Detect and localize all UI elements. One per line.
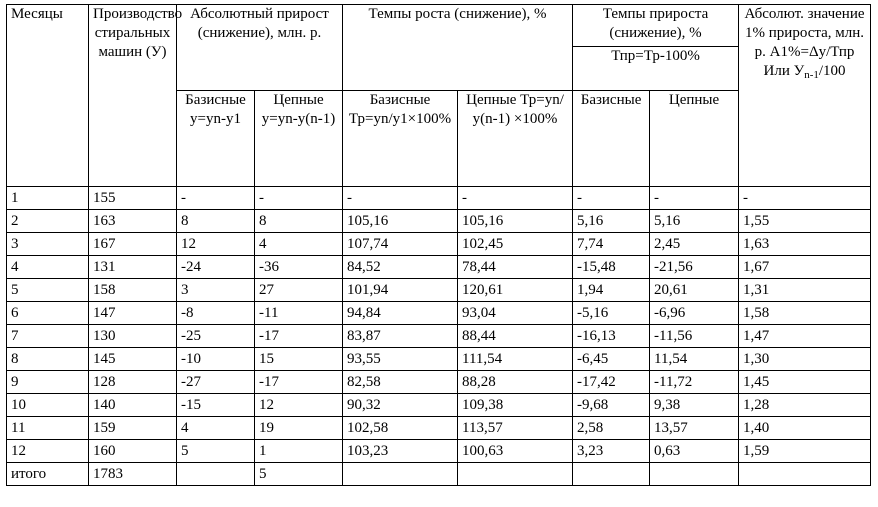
- cell-abs-basic: -8: [177, 302, 255, 325]
- cell-inc-chain: 2,45: [650, 233, 739, 256]
- cell-inc-basic: -9,68: [573, 394, 650, 417]
- cell-month: 6: [7, 302, 89, 325]
- cell-month: 9: [7, 371, 89, 394]
- total-gr-basic: [343, 463, 458, 486]
- table-row: [7, 279, 871, 302]
- cell-abs-basic: 3: [177, 279, 255, 302]
- total-abs-basic: [177, 463, 255, 486]
- cell-inc-chain: -21,56: [650, 256, 739, 279]
- cell-gr-chain: 88,28: [458, 371, 573, 394]
- cell-abs-basic: -: [177, 187, 255, 210]
- cell-abs-value: 1,63: [739, 233, 871, 256]
- cell-inc-chain: -11,72: [650, 371, 739, 394]
- cell-month: 1: [7, 187, 89, 210]
- cell-gr-chain: 88,44: [458, 325, 573, 348]
- cell-abs-chain: -17: [255, 371, 343, 394]
- cell-gr-basic: 83,87: [343, 325, 458, 348]
- cell-production: 145: [89, 348, 177, 371]
- cell-abs-chain: 12: [255, 394, 343, 417]
- cell-production: 159: [89, 417, 177, 440]
- cell-inc-basic: -5,16: [573, 302, 650, 325]
- cell-abs-value: 1,58: [739, 302, 871, 325]
- total-inc-basic: [573, 463, 650, 486]
- cell-gr-chain: 105,16: [458, 210, 573, 233]
- cell-abs-basic: -15: [177, 394, 255, 417]
- header-inc-chain: Цепные: [650, 91, 739, 187]
- cell-abs-chain: 27: [255, 279, 343, 302]
- cell-month: 7: [7, 325, 89, 348]
- cell-inc-basic: -17,42: [573, 371, 650, 394]
- cell-month: 8: [7, 348, 89, 371]
- cell-production: 128: [89, 371, 177, 394]
- total-production: 1783: [89, 463, 177, 486]
- cell-gr-basic: 107,74: [343, 233, 458, 256]
- cell-production: 131: [89, 256, 177, 279]
- cell-abs-chain: -11: [255, 302, 343, 325]
- cell-inc-basic: 5,16: [573, 210, 650, 233]
- header-increase-rate: Темпы прироста (снижение), %: [573, 5, 739, 47]
- abs-value-subscript: n-1: [804, 69, 819, 81]
- cell-inc-basic: -16,13: [573, 325, 650, 348]
- cell-gr-basic: -: [343, 187, 458, 210]
- cell-month: 11: [7, 417, 89, 440]
- cell-inc-chain: -6,96: [650, 302, 739, 325]
- total-abs-value: [739, 463, 871, 486]
- header-production: Производство стиральных машин (У): [89, 5, 177, 187]
- cell-production: 147: [89, 302, 177, 325]
- table-row: [7, 394, 871, 417]
- cell-month: 5: [7, 279, 89, 302]
- header-abs-value-1pct: [739, 5, 871, 187]
- cell-month: 4: [7, 256, 89, 279]
- cell-gr-chain: -: [458, 187, 573, 210]
- table-body: [7, 187, 871, 463]
- cell-inc-basic: 3,23: [573, 440, 650, 463]
- cell-inc-chain: 13,57: [650, 417, 739, 440]
- total-inc-chain: [650, 463, 739, 486]
- cell-inc-chain: 9,38: [650, 394, 739, 417]
- cell-inc-chain: 20,61: [650, 279, 739, 302]
- total-abs-chain: 5: [255, 463, 343, 486]
- cell-abs-value: 1,30: [739, 348, 871, 371]
- cell-abs-chain: 19: [255, 417, 343, 440]
- cell-production: 158: [89, 279, 177, 302]
- cell-month: 10: [7, 394, 89, 417]
- cell-abs-value: 1,47: [739, 325, 871, 348]
- table-row: [7, 371, 871, 394]
- header-abs-basic: Базисные у=уn-у1: [177, 91, 255, 187]
- cell-abs-value: 1,45: [739, 371, 871, 394]
- cell-abs-chain: -: [255, 187, 343, 210]
- table-row: [7, 440, 871, 463]
- cell-abs-value: 1,40: [739, 417, 871, 440]
- cell-gr-chain: 120,61: [458, 279, 573, 302]
- cell-gr-chain: 102,45: [458, 233, 573, 256]
- cell-inc-basic: 1,94: [573, 279, 650, 302]
- cell-gr-basic: 84,52: [343, 256, 458, 279]
- header-inc-basic: Базисные: [573, 91, 650, 187]
- cell-abs-chain: 15: [255, 348, 343, 371]
- cell-gr-basic: 102,58: [343, 417, 458, 440]
- cell-gr-basic: 94,84: [343, 302, 458, 325]
- table-row: [7, 256, 871, 279]
- cell-gr-basic: 82,58: [343, 371, 458, 394]
- cell-gr-chain: 111,54: [458, 348, 573, 371]
- cell-inc-basic: 7,74: [573, 233, 650, 256]
- cell-gr-chain: 113,57: [458, 417, 573, 440]
- cell-abs-value: 1,31: [739, 279, 871, 302]
- cell-gr-basic: 103,23: [343, 440, 458, 463]
- cell-abs-chain: 8: [255, 210, 343, 233]
- cell-abs-value: 1,67: [739, 256, 871, 279]
- cell-abs-basic: 12: [177, 233, 255, 256]
- total-label: итого: [7, 463, 89, 486]
- table-row: [7, 302, 871, 325]
- cell-abs-basic: -25: [177, 325, 255, 348]
- cell-gr-chain: 78,44: [458, 256, 573, 279]
- header-month: Месяцы: [7, 5, 89, 187]
- cell-inc-basic: -15,48: [573, 256, 650, 279]
- table-row: [7, 417, 871, 440]
- table-row: [7, 348, 871, 371]
- cell-abs-basic: 5: [177, 440, 255, 463]
- cell-abs-value: 1,28: [739, 394, 871, 417]
- cell-gr-chain: 100,63: [458, 440, 573, 463]
- cell-inc-chain: -: [650, 187, 739, 210]
- cell-abs-chain: -17: [255, 325, 343, 348]
- cell-abs-basic: -10: [177, 348, 255, 371]
- cell-inc-chain: 0,63: [650, 440, 739, 463]
- cell-abs-value: -: [739, 187, 871, 210]
- cell-gr-basic: 93,55: [343, 348, 458, 371]
- cell-abs-chain: 4: [255, 233, 343, 256]
- cell-abs-basic: 4: [177, 417, 255, 440]
- cell-abs-basic: -24: [177, 256, 255, 279]
- cell-production: 167: [89, 233, 177, 256]
- table-row: [7, 210, 871, 233]
- cell-gr-basic: 90,32: [343, 394, 458, 417]
- cell-abs-basic: -27: [177, 371, 255, 394]
- dynamics-table: [6, 4, 871, 486]
- cell-abs-chain: 1: [255, 440, 343, 463]
- header-growth-rate: Темпы роста (снижение), %: [343, 5, 573, 91]
- cell-inc-basic: 2,58: [573, 417, 650, 440]
- header-increase-formula: Тпр=Тр-100%: [573, 47, 739, 91]
- abs-value-text: Абсолют. значение 1% прироста, млн. р. А1%=Δу/Тпр Или У: [744, 6, 865, 79]
- cell-abs-basic: 8: [177, 210, 255, 233]
- header-abs-growth: Абсолютный прирост (снижение), млн. р.: [177, 5, 343, 91]
- cell-inc-chain: 11,54: [650, 348, 739, 371]
- cell-month: 2: [7, 210, 89, 233]
- cell-production: 163: [89, 210, 177, 233]
- total-gr-chain: [458, 463, 573, 486]
- table-row: [7, 325, 871, 348]
- cell-abs-value: 1,59: [739, 440, 871, 463]
- cell-inc-basic: -: [573, 187, 650, 210]
- cell-month: 3: [7, 233, 89, 256]
- cell-gr-chain: 93,04: [458, 302, 573, 325]
- cell-gr-basic: 105,16: [343, 210, 458, 233]
- header-abs-chain: Цепные у=уn-у(n-1): [255, 91, 343, 187]
- cell-gr-basic: 101,94: [343, 279, 458, 302]
- cell-production: 140: [89, 394, 177, 417]
- cell-production: 130: [89, 325, 177, 348]
- cell-production: 160: [89, 440, 177, 463]
- total-row: [7, 463, 871, 486]
- cell-abs-chain: -36: [255, 256, 343, 279]
- cell-abs-value: 1,55: [739, 210, 871, 233]
- cell-gr-chain: 109,38: [458, 394, 573, 417]
- table-row: [7, 187, 871, 210]
- cell-production: 155: [89, 187, 177, 210]
- cell-inc-chain: 5,16: [650, 210, 739, 233]
- header-gr-basic: Базисные Тр=уn/у1×100%: [343, 91, 458, 187]
- abs-value-tail: /100: [818, 63, 846, 79]
- cell-inc-basic: -6,45: [573, 348, 650, 371]
- table-row: [7, 233, 871, 256]
- header-gr-chain: Цепные Тр=уn/у(n-1) ×100%: [458, 91, 573, 187]
- cell-inc-chain: -11,56: [650, 325, 739, 348]
- cell-month: 12: [7, 440, 89, 463]
